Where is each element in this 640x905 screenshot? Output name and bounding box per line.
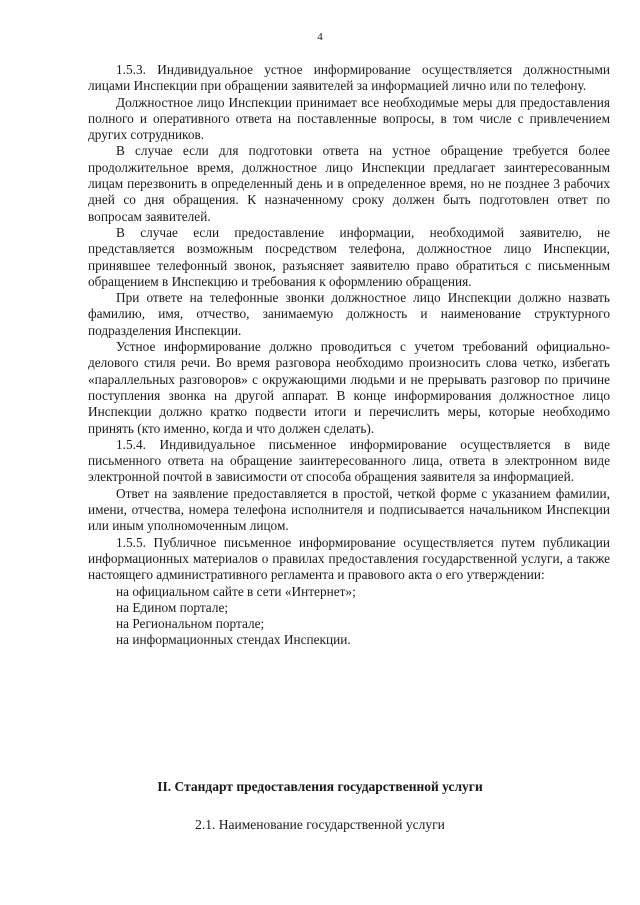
- paragraph: Должностное лицо Инспекции принимает все необходимые меры для предоставления полного и оперативного ответа на поставленные вопросы, в том числе с привлечением других сотрудников.: [88, 94, 610, 143]
- list-item: на Едином портале;: [116, 599, 229, 615]
- paragraph: Ответ на заявление предоставляется в простой, четкой форме с указанием фамилии, имени, отчества, номера телефона исполнителя и подписывается начальником Инспекции или иным уполномоченным лицом.: [88, 485, 610, 534]
- document-body: [88, 62, 610, 649]
- paragraph: 1.5.5. Публичное письменное информирование осуществляется путем публикации информационных материалов о правилах предоставления государственной услуги, а также настоящего административного регламента и правового акта о его утверждении:: [88, 534, 610, 583]
- paragraph: В случае если предоставление информации, необходимой заявителю, не представляется возможным посредством телефона, должностное лицо Инспекции, принявшее телефонный звонок, разъясняет заявителю право обратиться с письменным обращением в Инспекцию и требования к оформлению обращения.: [88, 224, 610, 289]
- paragraph: 1.5.4. Индивидуальное письменное информирование осуществляется в виде письменного ответа на обращение заинтересованного лица, ответа в электронном виде электронной почтой в зависимости от способа обращения заявителя за информацией.: [88, 436, 610, 485]
- paragraph: 1.5.3. Индивидуальное устное информирование осуществляется должностными лицами Инспекции при обращении заявителей за информацией лично или по телефону.: [88, 62, 610, 94]
- list-item: на информационных стендах Инспекции.: [116, 632, 351, 648]
- page-number: 4: [317, 31, 323, 43]
- paragraph: При ответе на телефонные звонки должностное лицо Инспекции должно назвать фамилию, имя, отчество, занимаемую должность и наименование структурного подразделения Инспекции.: [88, 290, 610, 338]
- list-item: на официальном сайте в сети «Интернет»;: [116, 583, 356, 599]
- subsection-heading: 2.1. Наименование государственной услуги: [195, 817, 445, 832]
- list-item: на Региональном портале;: [116, 616, 265, 632]
- paragraph: Устное информирование должно проводиться с учетом требований официально-делового стиля речи. Во время разговора необходимо произносить слова четко, избегать «параллельных разговоров» с окружающими людьми и не прерывать разговор по причине поступления звонка на другой аппарат. В конце информирования должностное лицо Инспекции должно кратко подвести итоги и перечислить меры, которые необходимо принять (кто именно, когда и что должен сделать).: [88, 339, 610, 436]
- section-heading: II. Стандарт предоставления государственной услуги: [157, 779, 483, 794]
- paragraph: В случае если для подготовки ответа на устное обращение требуется более продолжительное время, должностное лицо Инспекции предлагает заинтересованным лицам перезвонить в определенный день и в определенное время, но не позднее 3 рабочих дней со дня обращения. К назначенному сроку должен быть подготовлен ответ по вопросам заявителей.: [88, 143, 610, 224]
